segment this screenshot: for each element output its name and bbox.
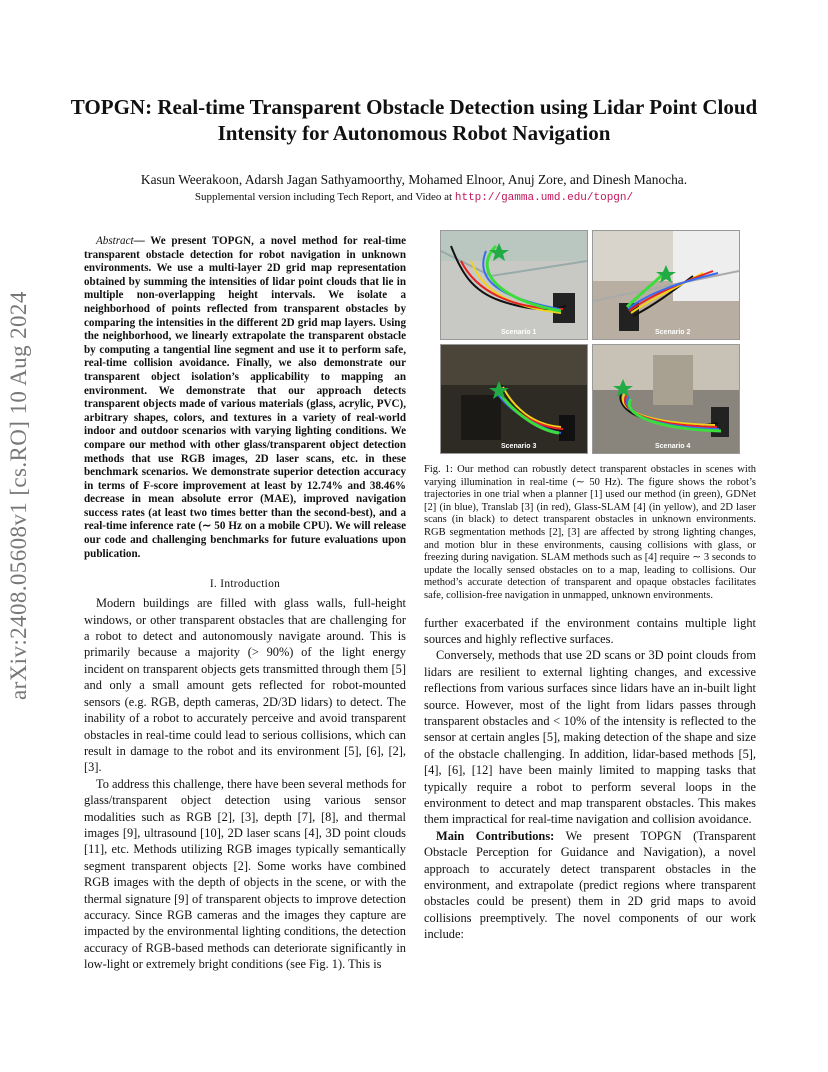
project-link[interactable]: http://gamma.umd.edu/topgn/ (454, 192, 634, 204)
scenario-3-image (440, 344, 588, 454)
right-paragraph-1: further exacerbated if the environment contains multiple light sources and highly reflective surfaces. (424, 615, 756, 646)
left-column (84, 235, 406, 973)
figure-1 (440, 230, 740, 454)
scenario-label: Scenario 4 (655, 443, 691, 450)
scenario-4-image (592, 344, 740, 454)
intro-paragraph-1: Modern buildings are filled with glass walls, full-height windows, or other transparent obstacles that are challenging for a robot to detect and autonomously navigate around. This is primarily because a majority (> 90%) of the light energy incident on transparent objects gets transmitted through them [5] and only a small amount gets reflected for robot-mounted sensors (e.g. RGB, depth cameras, 2D/3D lidars) to detect. The inability of a robot to accurately perceive and avoid transparent obstacles in real-time could lead to serious collisions, which can result in damage to the robot and its environment [5], [6], [2], [3]. (84, 596, 406, 775)
scenario-1-image (440, 230, 588, 340)
paper-title: TOPGN: Real-time Transparent Obstacle Detection using Lidar Point Cloud Intensity for Autonomous Robot Navigation (70, 95, 758, 145)
abstract (84, 235, 406, 561)
arxiv-stamp: arXiv:2408.05608v1 [cs.RO] 10 Aug 2024 (6, 291, 31, 700)
main-contributions-lead: Main Contributions: (436, 828, 555, 843)
supplemental-line (60, 190, 768, 206)
main-contributions-text: We present TOPGN (Transparent Obstacle Perception for Guidance and Navigation), a novel approach to accurately detect transparent obstacles in the environment, and extrapolate (predict regions where transparent obstacles could be present) them in 2D grid maps to avoid collisions preemptively. The novel components of our work include: (424, 828, 756, 942)
scenario-label: Scenario 2 (655, 329, 691, 336)
scenario-label: Scenario 1 (501, 329, 537, 336)
main-contributions-paragraph (424, 828, 756, 943)
scenario-2-image (592, 230, 740, 340)
intro-paragraph-2: To address this challenge, there have been several methods for glass/transparent object detection using various sensor modalities such as RGB [2], [3], depth [7], [8], and thermal images [9], ultrasound [10], 2D laser scans [4], 3D point clouds [11], etc. Methods utilizing RGB images typically semantically segment transparent objects [2]. Some works have combined RGB images with the depth of objects in the scene, or with the thermal signature [9] of transparent objects to improve detection accuracy. Since RGB cameras and the images they capture are impacted by the environmental lighting conditions, the detection accuracy of RGB-based methods can deteriorate significantly in low-light or extremely bright conditions (see Fig. 1). This is (84, 776, 406, 972)
right-paragraph-2: Conversely, methods that use 2D scans or 3D point clouds from lidars are resilient to external lighting changes, and excessive reflections from various surfaces since lidars have an in-built light source. However, most of the light from lidars passes through transparent obstacles and < 10% of the intensity is reflected to the sensor at certain angles [5], making detection of the shape and size of the obstacle challenging. In addition, lidar-based methods [5], [4], [6], [12] have been mainly limited to mapping tasks that typically require a robot to perform several loops in the environment to detect and map transparent obstacles. This makes them impractical for real-time navigation and collision avoidance. (424, 648, 756, 827)
abstract-text: — We present TOPGN, a novel method for real-time transparent obstacle detection for robot navigation in unknown environments. We use a multi-layer 2D grid map representation obtained by summing the intensities of lidar point clouds that lie in multiple non-overlapping height intervals. We isolate a neighborhood of points reflected from transparent obstacles by comparing the intensities in the different 2D grid map layers. Using the neighborhood, we linearly extrapolate the transparent obstacle by computing a tangential line segment and use it to perform safe, real-time collision avoidance. Finally, we also demonstrate our transparent object isolation’s applicability to mapping an environment. We demonstrate that our approach detects transparent objects made of various materials (glass, acrylic, PVC), arbitrary shapes, colors, and textures in a variety of real-world indoor and outdoor scenarios with varying lighting conditions. We compare our method with other glass/transparent object detection methods that use RGB images, 2D laser scans, etc. in these benchmark scenarios. We demonstrate superior detection accuracy in terms of F-score improvement at least by 12.74% and 38.46% decrease in mean absolute error (MAE), improved navigation success rates (at least two times better than the second-best), and a real-time inference rate (∼ 50 Hz on a mobile CPU). We will release our code and challenging benchmarks for future evaluations upon publication. (84, 235, 406, 560)
scenario-label: Scenario 3 (501, 443, 537, 450)
right-column (424, 230, 756, 943)
supplemental-prefix: Supplemental version including Tech Report, and Video at (194, 191, 455, 203)
section-heading-introduction: I. Introduction (209, 578, 281, 591)
authors: Kasun Weerakoon, Adarsh Jagan Sathyamoorthy, Mohamed Elnoor, Anuj Zore, and Dinesh Manocha. (140, 172, 688, 187)
figure-1-caption: Fig. 1: Our method can robustly detect transparent obstacles in scenes with varying illumination in real-time (∼ 50 Hz). The figure shows the robot’s trajectories in one trial when a planner [1] used our method (in green), GDNet [2] (in blue), Translab [3] (in red), Glass-SLAM [4] (in yellow), and 2D laser scans (in black) to detect transparent obstacles in unknown environments. RGB segmentation methods [2], [3] are affected by strong lighting changes, and motion blur in these environments, causing collisions with glass, or freezing during navigation. SLAM methods such as [4] require ∼ 3 seconds to update the locally sensed obstacles on to a map, leading to collisions. Our method’s accurate detection of transparent and opaque obstacles facilitates safe, collision-free navigation in unmapped, unknown environments. (424, 464, 756, 601)
abstract-lead: Abstract (96, 235, 134, 247)
